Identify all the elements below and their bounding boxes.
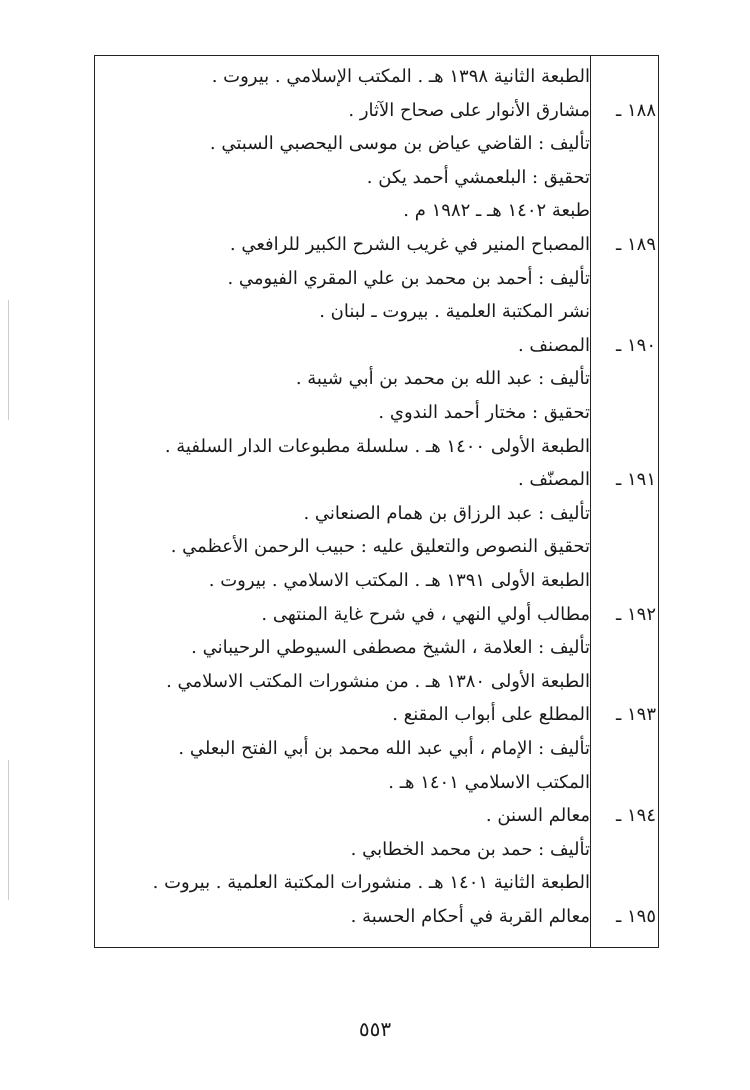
entry-detail-line: الطبعة الأولى ١٤٠٠ هـ . سلسلة مطبوعات الدار السلفية .	[164, 436, 590, 457]
entry-title: المصنّف .	[517, 469, 590, 490]
entry-title: المطلع على أبواب المقنع .	[392, 704, 590, 725]
entry-detail-line: الطبعة الأولى ١٣٨٠ هـ . من منشورات المكتب الاسلامي .	[166, 671, 590, 692]
entry-detail-line: الطبعة الأولى ١٣٩١ هـ . المكتب الاسلامي . بيروت .	[208, 570, 590, 591]
entry-title: مشارق الأنوار على صحاح الآثار .	[348, 100, 590, 121]
entry-number: ١٩٤ ـ	[615, 805, 656, 826]
entry-detail-line: الطبعة الثانية ١٤٠١ هـ . منشورات المكتبة العلمية . بيروت .	[152, 872, 590, 893]
entry-detail-line: تأليف : أحمد بن محمد بن علي المقري الفيومي .	[227, 268, 590, 289]
number-column-divider	[590, 55, 591, 948]
page-number: ٥٥٣	[358, 1017, 392, 1041]
entry-number: ١٨٩ ـ	[615, 234, 656, 255]
entry-number: ١٩٣ ـ	[615, 704, 656, 725]
entry-detail-line: طبعة ١٤٠٢ هـ ـ ١٩٨٢ م .	[403, 200, 590, 221]
entry-number: ١٨٨ ـ	[615, 100, 656, 121]
scan-edge-mark	[8, 300, 9, 420]
entry-detail-line: تحقيق : مختار أحمد الندوي .	[378, 402, 590, 423]
entry-detail-line: تأليف : حمد بن محمد الخطابي .	[350, 839, 590, 860]
entry-detail-line: تأليف : القاضي عياض بن موسى اليحصبي السبتي .	[209, 133, 590, 154]
entry-detail-line: تأليف : الإمام ، أبي عبد الله محمد بن أبي الفتح البعلي .	[178, 738, 590, 759]
entry-title: المصنف .	[517, 335, 590, 356]
entry-title: معالم القربة في أحكام الحسبة .	[350, 906, 590, 927]
entry-detail-line: تحقيق : البلعمشي أحمد يكن .	[366, 167, 590, 188]
entry-detail-line: نشر المكتبة العلمية . بيروت ـ لبنان .	[319, 301, 590, 322]
entry-number: ١٩٢ ـ	[615, 604, 656, 625]
entry-number: ١٩٠ ـ	[615, 335, 656, 356]
entry-number: ١٩٥ ـ	[615, 906, 656, 927]
entry-detail-line: تأليف : عبد الرزاق بن همام الصنعاني .	[303, 503, 590, 524]
entry-detail-line: المكتب الاسلامي ١٤٠١ هـ .	[388, 772, 590, 793]
entry-title: معالم السنن .	[485, 805, 590, 826]
entry-title: المصباح المنير في غريب الشرح الكبير للرافعي .	[229, 234, 590, 255]
entry-detail-line: تحقيق النصوص والتعليق عليه : حبيب الرحمن الأعظمي .	[170, 536, 590, 557]
entry-title: مطالب أولي النهي ، في شرح غاية المنتهى .	[261, 604, 590, 625]
scan-edge-mark	[8, 760, 9, 900]
entry-detail-line: تأليف : عبد الله بن محمد بن أبي شيبة .	[295, 368, 590, 389]
entry-number: ١٩١ ـ	[615, 469, 656, 490]
entry-detail-line: تأليف : العلامة ، الشيخ مصطفى السيوطي الرحيباني .	[191, 637, 590, 658]
entry-detail-line: الطبعة الثانية ١٣٩٨ هـ . المكتب الإسلامي . بيروت .	[211, 66, 590, 87]
